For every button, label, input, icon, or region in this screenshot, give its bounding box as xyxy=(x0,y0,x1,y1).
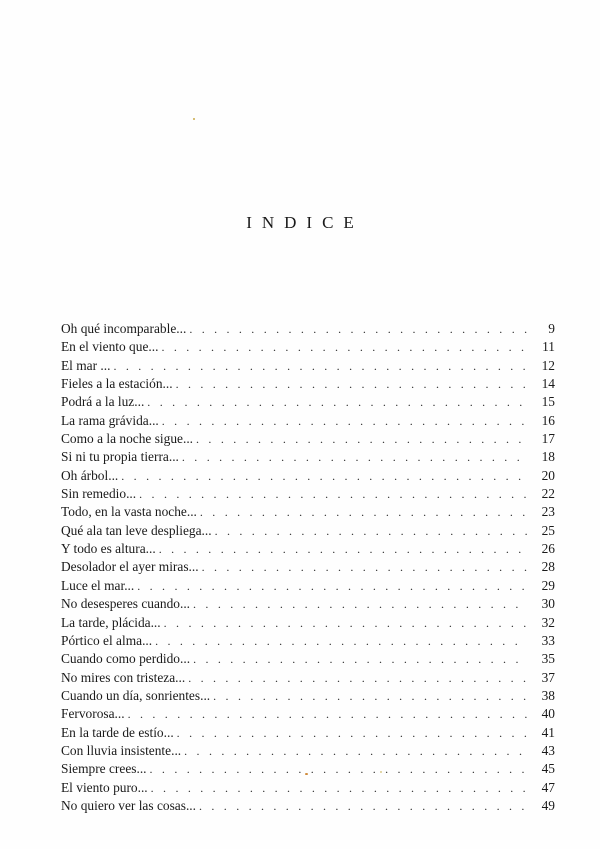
toc-entry-title: En el viento que... xyxy=(61,339,159,355)
toc-entry-page-number: 26 xyxy=(541,541,555,557)
toc-entry-title: Fieles a la estación... xyxy=(61,376,173,392)
dot-leader xyxy=(155,632,527,650)
toc-entry-title: Con lluvia insistente... xyxy=(61,742,182,758)
toc-entry-page-number: 45 xyxy=(541,761,555,777)
toc-entry xyxy=(61,742,555,760)
toc-entry xyxy=(61,558,555,576)
toc-entry-page-number: 22 xyxy=(541,486,555,502)
toc-entry xyxy=(61,632,555,650)
dot-leader xyxy=(176,375,527,393)
toc-entry-page-number: 9 xyxy=(548,321,555,336)
toc-entry-page-number: 20 xyxy=(541,467,555,483)
toc-entry xyxy=(61,485,555,503)
toc-entry-title: Fervorosa... xyxy=(61,706,125,722)
toc-entry-page-number: 18 xyxy=(541,449,555,465)
toc-entry-page-number: 12 xyxy=(541,357,555,373)
toc-entry-title: La tarde, plácida... xyxy=(61,614,161,630)
toc-entry-title: Luce el mar... xyxy=(61,577,135,593)
dot-leader xyxy=(188,669,527,687)
toc-entry-title: Podrá a la luz... xyxy=(61,394,145,410)
toc-entry-title: Siempre crees... xyxy=(61,761,147,777)
toc-entry-page-number: 35 xyxy=(541,651,555,667)
toc-entry-title: Cuando como perdido... xyxy=(61,651,191,667)
toc-entry-page-number: 32 xyxy=(541,614,555,630)
toc-entry-title: Qué ala tan leve despliega... xyxy=(61,522,212,538)
toc-entry-title: Desolador el ayer miras... xyxy=(61,559,199,575)
dot-leader xyxy=(196,430,527,448)
toc-entry xyxy=(61,393,555,411)
toc-entry-title: La rama grávida... xyxy=(61,412,159,428)
toc-entry-page-number: 15 xyxy=(541,394,555,410)
toc-entry-title: El viento puro... xyxy=(61,779,148,795)
toc-entry-page-number: 38 xyxy=(541,687,555,703)
toc-entry-page-number: 49 xyxy=(541,797,555,813)
toc-entry-title: Oh qué incomparable... xyxy=(61,321,187,336)
dot-leader xyxy=(161,338,527,356)
dot-leader xyxy=(128,705,527,723)
toc-entry xyxy=(61,522,555,540)
toc-entry-title: Y todo es altura... xyxy=(61,541,156,557)
toc-entry xyxy=(61,760,555,778)
toc-entry xyxy=(61,650,555,668)
dot-leader xyxy=(113,357,527,375)
toc-entry-title: Cuando un día, sonrientes... xyxy=(61,687,211,703)
toc-entry xyxy=(61,430,555,448)
toc-entry xyxy=(61,448,555,466)
toc-entry-title: Si ni tu propia tierra... xyxy=(61,449,179,465)
dot-leader xyxy=(199,797,527,815)
toc-entry-title: Sin remedio... xyxy=(61,486,137,502)
toc-entry xyxy=(61,320,555,338)
dot-leader xyxy=(147,393,527,411)
toc-entry-title: Pórtico el alma... xyxy=(61,632,153,648)
toc-entry-page-number: 23 xyxy=(541,504,555,520)
toc-entry-page-number: 43 xyxy=(541,742,555,758)
toc-entry-page-number: 11 xyxy=(542,339,555,355)
dot-leader xyxy=(215,522,527,540)
toc-entry-page-number: 17 xyxy=(541,431,555,447)
dot-leader xyxy=(182,448,527,466)
dot-leader xyxy=(189,320,527,338)
toc-entry-page-number: 37 xyxy=(541,669,555,685)
toc-entry-title: El mar ... xyxy=(61,357,111,373)
toc-entry-page-number: 30 xyxy=(541,596,555,612)
table-of-contents xyxy=(61,320,555,815)
dot-leader xyxy=(200,503,527,521)
paper-speck xyxy=(193,118,195,120)
toc-entry xyxy=(61,412,555,430)
dot-leader xyxy=(139,485,527,503)
toc-entry-title: Oh árbol... xyxy=(61,467,119,483)
toc-entry xyxy=(61,705,555,723)
toc-entry-page-number: 16 xyxy=(541,412,555,428)
dot-leader xyxy=(151,779,527,797)
toc-entry xyxy=(61,375,555,393)
toc-entry xyxy=(61,503,555,521)
toc-entry xyxy=(61,724,555,742)
toc-entry-page-number: 33 xyxy=(541,632,555,648)
dot-leader xyxy=(202,558,527,576)
dot-leader xyxy=(177,724,527,742)
toc-entry-page-number: 14 xyxy=(541,376,555,392)
dot-leader xyxy=(184,742,527,760)
toc-entry xyxy=(61,779,555,797)
dot-leader xyxy=(193,650,527,668)
dot-leader xyxy=(164,614,527,632)
toc-entry xyxy=(61,614,555,632)
toc-entry xyxy=(61,595,555,613)
toc-entry-page-number: 41 xyxy=(541,724,555,740)
toc-entry-title: Todo, en la vasta noche... xyxy=(61,504,197,520)
toc-entry-title: En la tarde de estío... xyxy=(61,724,174,740)
dot-leader xyxy=(121,467,527,485)
toc-entry-title: Como a la noche sigue... xyxy=(61,431,194,447)
toc-entry-title: No desesperes cuando... xyxy=(61,596,191,612)
toc-entry xyxy=(61,338,555,356)
toc-entry xyxy=(61,357,555,375)
toc-entry xyxy=(61,669,555,687)
dot-leader xyxy=(193,595,527,613)
toc-entry-page-number: 29 xyxy=(541,577,555,593)
toc-entry xyxy=(61,577,555,595)
toc-entry-title: No quiero ver las cosas... xyxy=(61,797,196,813)
toc-entry-page-number: 28 xyxy=(541,559,555,575)
dot-leader xyxy=(137,577,527,595)
toc-entry-page-number: 25 xyxy=(541,522,555,538)
dot-leader xyxy=(213,687,527,705)
toc-entry xyxy=(61,540,555,558)
toc-entry xyxy=(61,797,555,815)
toc-entry-title: No mires con tristeza... xyxy=(61,669,186,685)
dot-leader xyxy=(162,412,527,430)
page-title: INDICE xyxy=(246,213,364,232)
toc-entry xyxy=(61,467,555,485)
dot-leader xyxy=(159,540,527,558)
toc-entry-page-number: 47 xyxy=(541,779,555,795)
dot-leader xyxy=(150,760,527,778)
toc-entry-page-number: 40 xyxy=(541,706,555,722)
toc-entry xyxy=(61,687,555,705)
